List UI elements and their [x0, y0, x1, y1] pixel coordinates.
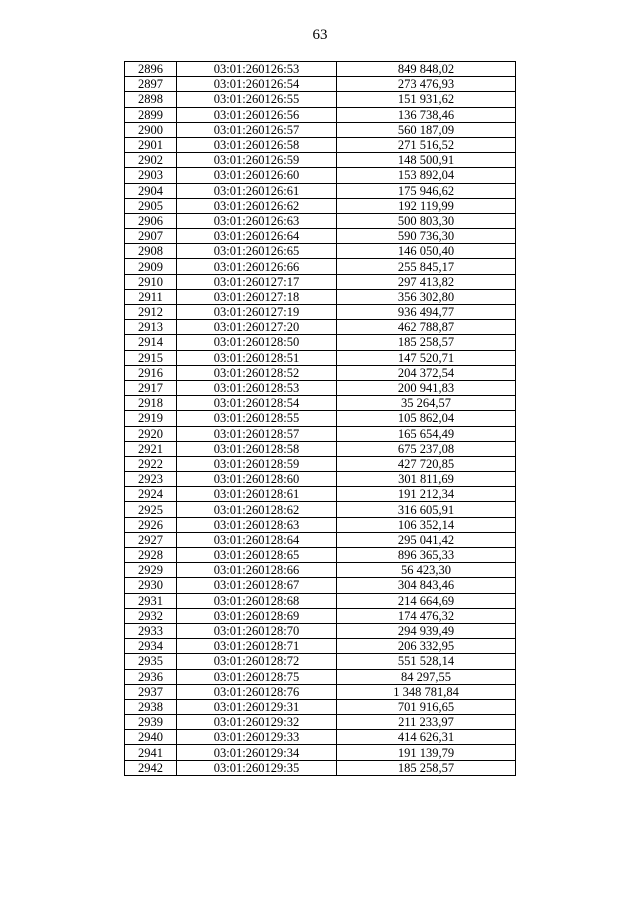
table-row	[125, 608, 516, 623]
value-cell: 185 258,57	[337, 335, 516, 350]
value-cell: 185 258,57	[337, 760, 516, 775]
table-row	[125, 669, 516, 684]
table-row	[125, 396, 516, 411]
value-cell: 206 332,95	[337, 639, 516, 654]
cadastral-number-cell: 03:01:260127:20	[177, 320, 337, 335]
cadastral-number-cell: 03:01:260126:54	[177, 77, 337, 92]
row-number-cell: 2896	[125, 62, 177, 77]
value-cell: 105 862,04	[337, 411, 516, 426]
table-row	[125, 456, 516, 471]
cadastral-number-cell: 03:01:260126:55	[177, 92, 337, 107]
cadastral-number-cell: 03:01:260128:61	[177, 487, 337, 502]
row-number-cell: 2911	[125, 289, 177, 304]
row-number-cell: 2898	[125, 92, 177, 107]
row-number-cell: 2902	[125, 153, 177, 168]
cadastral-number-cell: 03:01:260126:56	[177, 107, 337, 122]
cadastral-number-cell: 03:01:260127:19	[177, 305, 337, 320]
cadastral-number-cell: 03:01:260126:63	[177, 213, 337, 228]
table-row	[125, 654, 516, 669]
value-cell: 356 302,80	[337, 289, 516, 304]
row-number-cell: 2925	[125, 502, 177, 517]
row-number-cell: 2933	[125, 623, 177, 638]
table-row	[125, 548, 516, 563]
value-cell: 211 233,97	[337, 715, 516, 730]
cadastral-value-table	[124, 61, 516, 776]
cadastral-number-cell: 03:01:260128:69	[177, 608, 337, 623]
row-number-cell: 2912	[125, 305, 177, 320]
table-row	[125, 198, 516, 213]
value-cell: 701 916,65	[337, 699, 516, 714]
cadastral-number-cell: 03:01:260129:34	[177, 745, 337, 760]
row-number-cell: 2899	[125, 107, 177, 122]
cadastral-number-cell: 03:01:260128:53	[177, 380, 337, 395]
cadastral-number-cell: 03:01:260126:58	[177, 137, 337, 152]
value-cell: 294 939,49	[337, 623, 516, 638]
row-number-cell: 2917	[125, 380, 177, 395]
row-number-cell: 2930	[125, 578, 177, 593]
cadastral-number-cell: 03:01:260129:35	[177, 760, 337, 775]
table-row	[125, 229, 516, 244]
table-row	[125, 77, 516, 92]
table-row	[125, 472, 516, 487]
table-row	[125, 62, 516, 77]
row-number-cell: 2920	[125, 426, 177, 441]
value-cell: 849 848,02	[337, 62, 516, 77]
row-number-cell: 2937	[125, 684, 177, 699]
value-cell: 560 187,09	[337, 122, 516, 137]
table-row	[125, 502, 516, 517]
row-number-cell: 2905	[125, 198, 177, 213]
cadastral-number-cell: 03:01:260126:64	[177, 229, 337, 244]
value-cell: 500 803,30	[337, 213, 516, 228]
row-number-cell: 2897	[125, 77, 177, 92]
table-row	[125, 623, 516, 638]
table-row	[125, 380, 516, 395]
cadastral-number-cell: 03:01:260129:32	[177, 715, 337, 730]
row-number-cell: 2910	[125, 274, 177, 289]
value-cell: 214 664,69	[337, 593, 516, 608]
cadastral-number-cell: 03:01:260128:76	[177, 684, 337, 699]
cadastral-number-cell: 03:01:260126:59	[177, 153, 337, 168]
row-number-cell: 2924	[125, 487, 177, 502]
row-number-cell: 2922	[125, 456, 177, 471]
table-row	[125, 365, 516, 380]
value-cell: 675 237,08	[337, 441, 516, 456]
row-number-cell: 2935	[125, 654, 177, 669]
row-number-cell: 2914	[125, 335, 177, 350]
table-row	[125, 684, 516, 699]
row-number-cell: 2909	[125, 259, 177, 274]
row-number-cell: 2901	[125, 137, 177, 152]
row-number-cell: 2929	[125, 563, 177, 578]
value-cell: 590 736,30	[337, 229, 516, 244]
table-row	[125, 760, 516, 775]
cadastral-number-cell: 03:01:260128:60	[177, 472, 337, 487]
value-cell: 462 788,87	[337, 320, 516, 335]
value-cell: 192 119,99	[337, 198, 516, 213]
table-row	[125, 578, 516, 593]
value-cell: 551 528,14	[337, 654, 516, 669]
table-row	[125, 411, 516, 426]
cadastral-number-cell: 03:01:260128:64	[177, 532, 337, 547]
table-row	[125, 122, 516, 137]
value-cell: 316 605,91	[337, 502, 516, 517]
value-cell: 35 264,57	[337, 396, 516, 411]
row-number-cell: 2927	[125, 532, 177, 547]
value-cell: 427 720,85	[337, 456, 516, 471]
cadastral-number-cell: 03:01:260128:54	[177, 396, 337, 411]
cadastral-number-cell: 03:01:260128:63	[177, 517, 337, 532]
row-number-cell: 2908	[125, 244, 177, 259]
value-cell: 297 413,82	[337, 274, 516, 289]
value-cell: 200 941,83	[337, 380, 516, 395]
value-cell: 255 845,17	[337, 259, 516, 274]
cadastral-number-cell: 03:01:260128:50	[177, 335, 337, 350]
value-cell: 191 212,34	[337, 487, 516, 502]
row-number-cell: 2926	[125, 517, 177, 532]
value-cell: 153 892,04	[337, 168, 516, 183]
row-number-cell: 2904	[125, 183, 177, 198]
value-cell: 106 352,14	[337, 517, 516, 532]
table-row	[125, 168, 516, 183]
cadastral-number-cell: 03:01:260128:58	[177, 441, 337, 456]
table-row	[125, 92, 516, 107]
cadastral-number-cell: 03:01:260127:17	[177, 274, 337, 289]
table-row	[125, 350, 516, 365]
row-number-cell: 2916	[125, 365, 177, 380]
cadastral-number-cell: 03:01:260126:65	[177, 244, 337, 259]
table-row	[125, 593, 516, 608]
table-row	[125, 715, 516, 730]
value-cell: 1 348 781,84	[337, 684, 516, 699]
row-number-cell: 2934	[125, 639, 177, 654]
value-cell: 84 297,55	[337, 669, 516, 684]
table-row	[125, 183, 516, 198]
cadastral-number-cell: 03:01:260128:68	[177, 593, 337, 608]
table-body	[125, 62, 516, 776]
table-row	[125, 213, 516, 228]
cadastral-number-cell: 03:01:260128:55	[177, 411, 337, 426]
value-cell: 146 050,40	[337, 244, 516, 259]
table-row	[125, 745, 516, 760]
value-cell: 175 946,62	[337, 183, 516, 198]
row-number-cell: 2940	[125, 730, 177, 745]
table-row	[125, 107, 516, 122]
row-number-cell: 2932	[125, 608, 177, 623]
cadastral-number-cell: 03:01:260126:57	[177, 122, 337, 137]
cadastral-number-cell: 03:01:260127:18	[177, 289, 337, 304]
cadastral-number-cell: 03:01:260128:59	[177, 456, 337, 471]
table-row	[125, 487, 516, 502]
cadastral-number-cell: 03:01:260128:66	[177, 563, 337, 578]
table-row	[125, 259, 516, 274]
cadastral-number-cell: 03:01:260128:67	[177, 578, 337, 593]
cadastral-number-cell: 03:01:260128:62	[177, 502, 337, 517]
row-number-cell: 2931	[125, 593, 177, 608]
value-cell: 191 139,79	[337, 745, 516, 760]
table-row	[125, 244, 516, 259]
cadastral-number-cell: 03:01:260128:51	[177, 350, 337, 365]
value-cell: 273 476,93	[337, 77, 516, 92]
row-number-cell: 2913	[125, 320, 177, 335]
cadastral-number-cell: 03:01:260126:62	[177, 198, 337, 213]
row-number-cell: 2936	[125, 669, 177, 684]
row-number-cell: 2928	[125, 548, 177, 563]
table-row	[125, 137, 516, 152]
value-cell: 56 423,30	[337, 563, 516, 578]
value-cell: 414 626,31	[337, 730, 516, 745]
row-number-cell: 2938	[125, 699, 177, 714]
value-cell: 271 516,52	[337, 137, 516, 152]
value-cell: 148 500,91	[337, 153, 516, 168]
table-row	[125, 274, 516, 289]
row-number-cell: 2939	[125, 715, 177, 730]
value-cell: 304 843,46	[337, 578, 516, 593]
cadastral-number-cell: 03:01:260128:72	[177, 654, 337, 669]
table-row	[125, 305, 516, 320]
table-row	[125, 699, 516, 714]
table-row	[125, 563, 516, 578]
row-number-cell: 2903	[125, 168, 177, 183]
row-number-cell: 2942	[125, 760, 177, 775]
value-cell: 147 520,71	[337, 350, 516, 365]
value-cell: 136 738,46	[337, 107, 516, 122]
table-row	[125, 639, 516, 654]
table-row	[125, 517, 516, 532]
row-number-cell: 2919	[125, 411, 177, 426]
cadastral-number-cell: 03:01:260128:57	[177, 426, 337, 441]
cadastral-number-cell: 03:01:260129:31	[177, 699, 337, 714]
row-number-cell: 2941	[125, 745, 177, 760]
table-row	[125, 289, 516, 304]
value-cell: 896 365,33	[337, 548, 516, 563]
cadastral-number-cell: 03:01:260128:71	[177, 639, 337, 654]
value-cell: 165 654,49	[337, 426, 516, 441]
row-number-cell: 2900	[125, 122, 177, 137]
table-row	[125, 320, 516, 335]
table-row	[125, 441, 516, 456]
page-number: 63	[312, 27, 328, 43]
table-row	[125, 532, 516, 547]
value-cell: 204 372,54	[337, 365, 516, 380]
cadastral-number-cell: 03:01:260128:52	[177, 365, 337, 380]
cadastral-number-cell: 03:01:260129:33	[177, 730, 337, 745]
row-number-cell: 2923	[125, 472, 177, 487]
row-number-cell: 2906	[125, 213, 177, 228]
cadastral-number-cell: 03:01:260126:60	[177, 168, 337, 183]
cadastral-number-cell: 03:01:260126:61	[177, 183, 337, 198]
cadastral-number-cell: 03:01:260128:70	[177, 623, 337, 638]
row-number-cell: 2918	[125, 396, 177, 411]
cadastral-number-cell: 03:01:260128:65	[177, 548, 337, 563]
row-number-cell: 2921	[125, 441, 177, 456]
cadastral-number-cell: 03:01:260126:66	[177, 259, 337, 274]
value-cell: 301 811,69	[337, 472, 516, 487]
cadastral-number-cell: 03:01:260128:75	[177, 669, 337, 684]
row-number-cell: 2907	[125, 229, 177, 244]
table-row	[125, 153, 516, 168]
cadastral-number-cell: 03:01:260126:53	[177, 62, 337, 77]
table-row	[125, 426, 516, 441]
table-row	[125, 730, 516, 745]
row-number-cell: 2915	[125, 350, 177, 365]
value-cell: 151 931,62	[337, 92, 516, 107]
value-cell: 174 476,32	[337, 608, 516, 623]
value-cell: 936 494,77	[337, 305, 516, 320]
value-cell: 295 041,42	[337, 532, 516, 547]
table-row	[125, 335, 516, 350]
